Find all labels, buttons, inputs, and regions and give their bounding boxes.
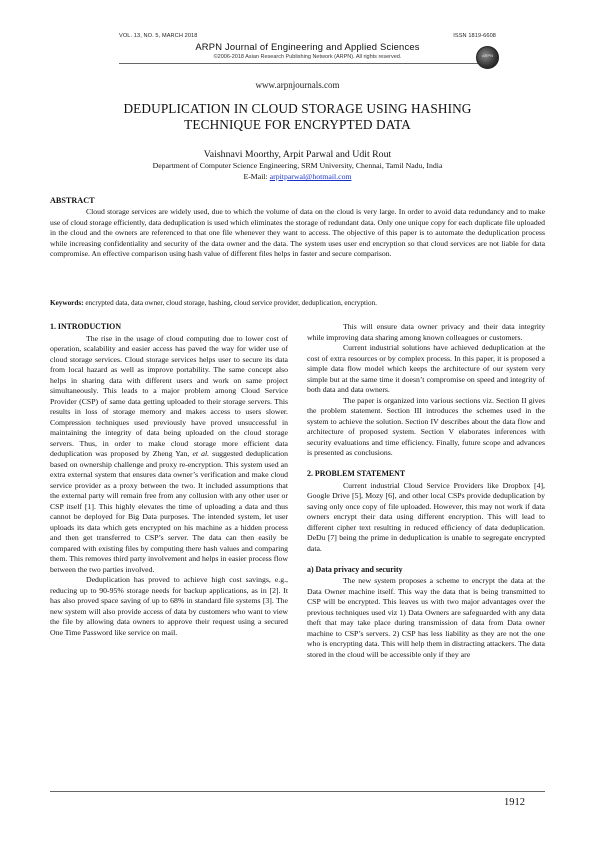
email-link[interactable]: arpitparwal@hotmail.com xyxy=(269,172,352,181)
intro-paragraph-1 xyxy=(50,334,288,576)
copyright-notice: ©2006-2018 Asian Research Publishing Network (ARPN). All rights reserved. xyxy=(213,54,402,60)
keywords xyxy=(50,298,545,308)
left-column xyxy=(50,322,288,638)
problem-paragraph-1: Current industrial Cloud Service Providers like Dropbox [4], Google Drive [5], Mozy [6], and other local CSPs provide deduplication by saving only once copy of file uploaded. However, this may not work if data owners encrypt their data using different encryption. This will lead to different cipher text resulting in reduced efficiency of data deduplication. DeDu [7] being the prime in deduplication is unable to segregate encrypted data. xyxy=(307,480,545,553)
intro-paragraph-2: Deduplication has proved to achieve high cost savings, e.g., reducing up to 90-95% storage needs for backup applications, as in [2]. It has also proved space saving of up to 68% in standard file systems [3]. The new system will also provide access of data by customers who want to view the file by allowing data owners to approve their request using a secured One Time Password like service on mail. xyxy=(50,575,288,637)
spacer xyxy=(307,554,545,565)
paper-title-line-2: TECHNIQUE FOR ENCRYPTED DATA xyxy=(184,116,411,132)
journal-website[interactable]: www.arpnjournals.com xyxy=(255,80,340,90)
intro-paragraph-5: The paper is organized into various sections viz. Section II gives the problem statement. Section III introduces the schemes used in the system to achieve the solution. Section IV describes about the data flow and architecture of proposed system. Section V elaborates inferences with security evaluations and time efficiency. Finally, future scope and advances is presented as conclusions. xyxy=(307,395,545,457)
journal-logo-icon: ARPN xyxy=(476,46,499,69)
spacer xyxy=(307,459,545,470)
et-al: et al. xyxy=(192,449,210,458)
keywords-list: encrypted data, data owner, cloud storage, hashing, cloud service provider, deduplication, encryption. xyxy=(83,299,377,307)
abstract-text: Cloud storage services are widely used, due to which the volume of data on the cloud is very large. In order to avoid data redundancy and to make use of cloud storage efficiently, data deduplication is used which eliminates the storage of redundant data. Only one unique copy for each duplicate file uploaded in the cloud and the owners are referenced to that one file whenever they want to access. The objective of this paper is to automate the deduplication process while increasing confidentiality and security of the data owner and the data. The system uses user end encryption so that cloud services are not liable for data compromise. An effective comparison using hash value of different files helps in faster and secure comparison. xyxy=(50,207,545,259)
issn-info: ISSN 1819-6608 xyxy=(453,33,496,39)
journal-name: ARPN Journal of Engineering and Applied Sciences xyxy=(195,41,420,52)
paper-title-line-1: DEDUPLICATION IN CLOUD STORAGE USING HASHING xyxy=(123,101,472,116)
abstract-heading: ABSTRACT xyxy=(50,196,95,205)
header-divider xyxy=(119,63,478,64)
intro-paragraph-3: This will ensure data owner privacy and their data integrity while improving data sharing among known colleagues or customers. xyxy=(307,322,545,342)
paper-authors: Vaishnavi Moorthy, Arpit Parwal and Udit Rout xyxy=(203,149,392,160)
footer-divider xyxy=(50,791,545,792)
page-number: 1912 xyxy=(504,797,525,808)
subsection-heading-privacy: a) Data privacy and security xyxy=(307,564,403,574)
author-email xyxy=(0,172,595,181)
section-heading-problem-statement: 2. PROBLEM STATEMENT xyxy=(307,469,406,478)
volume-info: VOL. 13, NO. 5, MARCH 2018 xyxy=(119,33,198,39)
privacy-paragraph-1: The new system proposes a scheme to encrypt the data at the Data Owner machine itself. This way the data that is being transmitted to CSP will be encrypted. This leaves us with two major advantages over the previous techniques used viz 1) Data Owners are safeguarded with any data theft that may take place during transmission of data from Data owner machine to CSP’s servers. 2) CSP has less liability as they are not the one who is encrypting data. This will help them in distracting attackers. The data stored in the cloud will be accessible only if they are xyxy=(307,576,545,659)
right-column xyxy=(307,322,545,660)
keywords-label: Keywords: xyxy=(50,299,84,307)
intro-paragraph-1-part-b: suggested deduplication based on ownership challenge and proxy re-encryption. This system used an extra external system that ensures data owner’s verification and make cloud service provider as a proxy between the two. It included assumptions that the external party will remain free from any collusion with any other user or CSP itself [1]. This highly elevates the time of uploading a data and thus cannot be deployed for Big Data purposes. The intended system, let user uploads its data which gets encrypted on his machine as a hidden process and then get transferred to CSP’s server. The data can then easily be compared with existing files by computing there hash values and comparing them. This removes third party involvement and helps in easier process flow between the two parties involved. xyxy=(50,449,288,574)
paper-title xyxy=(80,101,515,132)
author-affiliation: Department of Computer Science Engineering, SRM University, Chennai, Tamil Nadu, India xyxy=(152,161,443,170)
intro-paragraph-4: Current industrial solutions have achieved deduplication at the cost of extra resources or by complex process. In this paper, it is proposed a simple data flow model which keeps the architecture of our system very simple but at the same time it doesn’t compromise on speed and integrity of both data and data owners. xyxy=(307,343,545,394)
intro-paragraph-1-part-a: The rise in the usage of cloud computing due to lower cost of operation, scalability and easier access has paved the way for wider use of cloud storage services. Cloud storage services helps user to secure its data from local hazard as well as improve portability. The same concept also helps in sharing data with different users and work on same project simultaneously. This leads to a major problem among Cloud Service Provider (CSP) of same data getting uploaded to their storage servers. This results in loss of storage memory and makes access to users slower. Compression techniques used previously have proved unsuccessful in maintaining the integrity of data being uploaded on the cloud storage servers. Thus, in order to make cloud storage more efficient data deduplication was proposed by Zheng Yan, xyxy=(50,333,288,458)
email-label: E-Mail: xyxy=(243,172,270,181)
section-heading-introduction: 1. INTRODUCTION xyxy=(50,322,122,331)
